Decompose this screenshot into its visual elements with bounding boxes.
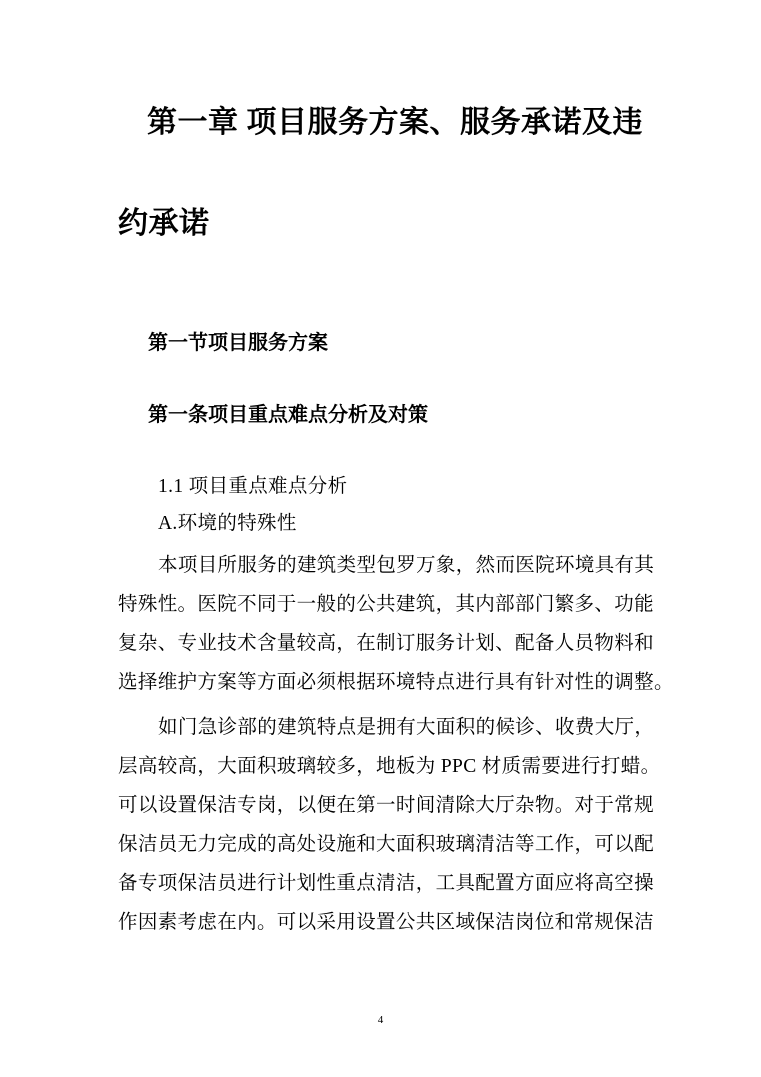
paragraph-line: 选择维护方案等方面必须根据环境特点进行具有针对性的调整。 [118, 672, 674, 693]
paragraph-line: 层高较高，大面积玻璃较多，地板为 PPC 材质需要进行打蜡。 [118, 756, 661, 777]
section-heading: 第一节项目服务方案 [148, 332, 328, 354]
paragraph-line: 作因素考虑在内。可以采用设置公共区域保洁岗位和常规保洁 [118, 912, 654, 933]
chapter-title-line-1: 第一章 项目服务方案、服务承诺及违 [147, 106, 643, 139]
paragraph-line: 特殊性。医院不同于一般的公共建筑，其内部部门繁多、功能 [118, 594, 654, 615]
paragraph-line: 可以设置保洁专岗，以便在第一时间清除大厅杂物。对于常规 [118, 795, 654, 816]
article-heading: 第一条项目重点难点分析及对策 [148, 404, 428, 426]
paragraph-line: 复杂、专业技术含量较高，在制订服务计划、配备人员物料和 [118, 633, 654, 654]
paragraph-line: 备专项保洁员进行计划性重点清洁，工具配置方面应将高空操 [118, 873, 654, 894]
item-heading: A.环境的特殊性 [158, 513, 297, 534]
paragraph-line: 如门急诊部的建筑特点是拥有大面积的候诊、收费大厅， [158, 717, 655, 738]
paragraph-line: 保洁员无力完成的高处设施和大面积玻璃清洁等工作，可以配 [118, 834, 654, 855]
page-number: 4 [377, 1014, 384, 1026]
subsection-heading: 1.1 项目重点难点分析 [158, 476, 348, 497]
paragraph-line: 本项目所服务的建筑类型包罗万象，然而医院环境具有其 [158, 555, 655, 576]
chapter-title-line-2: 约承诺 [118, 207, 210, 240]
